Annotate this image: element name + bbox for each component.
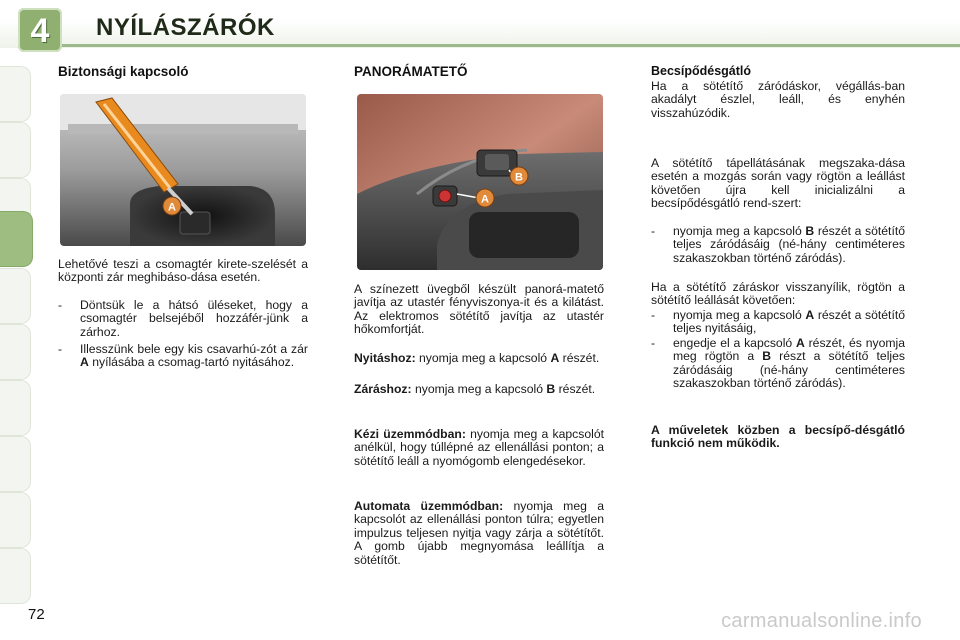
anti-pinch-step-1: nyomja meg a kapcsoló B részét a sötétítő teljes záródásáig (né-hány centiméteres szakaszokban történő záródás).	[673, 224, 905, 265]
roof-manual-mode: Kézi üzemmódban: nyomja meg a kapcsolót anélkül, hogy túllépné az ellenállási ponton; a sötétítő leáll a nyomógomb elengedésekor.	[354, 427, 605, 468]
side-tab-5[interactable]	[0, 268, 31, 324]
side-tab-8[interactable]	[0, 436, 31, 492]
roof-auto-mode: Automata üzemmódban: nyomja meg a kapcsolót az ellenállási ponton túlra; egyetlen impulzus teljesen nyitja vagy zárja a sötétítőt. A gomb újabb megnyomása leállítja a sötétítőt.	[354, 499, 605, 567]
anti-pinch-step-3: engedje el a kapcsoló A részét, és nyomja meg rögtön a B részt a sötétítő teljes záródásáig (né-hány centiméteres szakaszokban történő záródás).	[673, 336, 905, 391]
list-item	[651, 309, 905, 336]
list-item	[58, 299, 308, 339]
safety-step-1: Döntsük le a hátsó üléseket, hogy a csomagtér belsejéből hozzáfér-jünk a zárhoz.	[80, 298, 308, 339]
side-tab-10[interactable]	[0, 548, 31, 604]
chapter-number: 4	[30, 12, 50, 50]
chapter-title: NYÍLÁSZÁRÓK	[96, 14, 275, 41]
section-heading-safety-switch: Biztonsági kapcsoló	[58, 64, 189, 79]
side-tab-7[interactable]	[0, 380, 31, 436]
side-tab-2[interactable]	[0, 122, 31, 178]
header-rule	[58, 44, 960, 47]
callout-a-safety: A	[168, 201, 176, 214]
chapter-badge	[18, 8, 62, 52]
anti-pinch-warning: A műveletek közben a becsípő-désgátló funkció nem működik.	[651, 423, 905, 451]
list-dash: -	[58, 342, 63, 356]
photo-roof-switch	[357, 94, 603, 270]
page-number: 72	[28, 606, 45, 623]
safety-step-2: Illesszünk bele egy kis csavarhú-zót a zár A nyílásába a csomag-tartó nyitásához.	[80, 342, 308, 370]
list-item	[651, 337, 905, 391]
side-tab-6[interactable]	[0, 324, 31, 380]
list-dash: -	[651, 308, 656, 322]
list-item	[651, 225, 905, 265]
side-tab-9[interactable]	[0, 492, 31, 548]
section-heading-anti-pinch: Becsípődésgátló	[651, 64, 752, 78]
photo-safety-switch	[60, 94, 306, 246]
roof-close: Záráshoz: nyomja meg a kapcsoló B részét.	[354, 382, 596, 396]
anti-pinch-p3: Ha a sötétítő záráskor visszanyílik, rögtön a sötétítő leállását követően:	[651, 280, 905, 308]
list-dash: -	[651, 336, 656, 350]
list-dash: -	[58, 298, 63, 312]
safety-intro: Lehetővé teszi a csomagtér kirete-szelését a központi zár meghibáso-dása esetén.	[58, 257, 308, 285]
anti-pinch-step-2: nyomja meg a kapcsoló A részét a sötétítő teljes nyitásáig,	[673, 308, 905, 336]
side-tab-active[interactable]	[0, 211, 33, 267]
side-tab-1[interactable]	[0, 66, 31, 122]
anti-pinch-p1: Ha a sötétítő záródáskor, végállás-ban akadályt észlel, leáll, és enyhén visszahúzódik.	[651, 79, 905, 120]
section-heading-panoramic-roof: PANORÁMATETŐ	[354, 64, 468, 79]
roof-intro: A színezett üvegből készült panorá-matető javítja az utastér fényviszonya-it és a kilátást. Az elektromos sötétítő javítja az utastér hőkomfortját.	[354, 282, 604, 337]
list-dash: -	[651, 224, 656, 238]
anti-pinch-p2: A sötétítő tápellátásának megszaka-dása esetén a mozgás során vagy rögtön a leállást követően újra kell inicializálni a becsípődésgátló rend-szert:	[651, 156, 905, 211]
roof-open: Nyitáshoz: nyomja meg a kapcsoló A részét.	[354, 351, 600, 365]
watermark: carmanualsonline.info	[721, 610, 922, 632]
list-item	[58, 343, 308, 370]
callout-a-roof: A	[481, 193, 489, 206]
callout-b-roof: B	[515, 171, 523, 184]
